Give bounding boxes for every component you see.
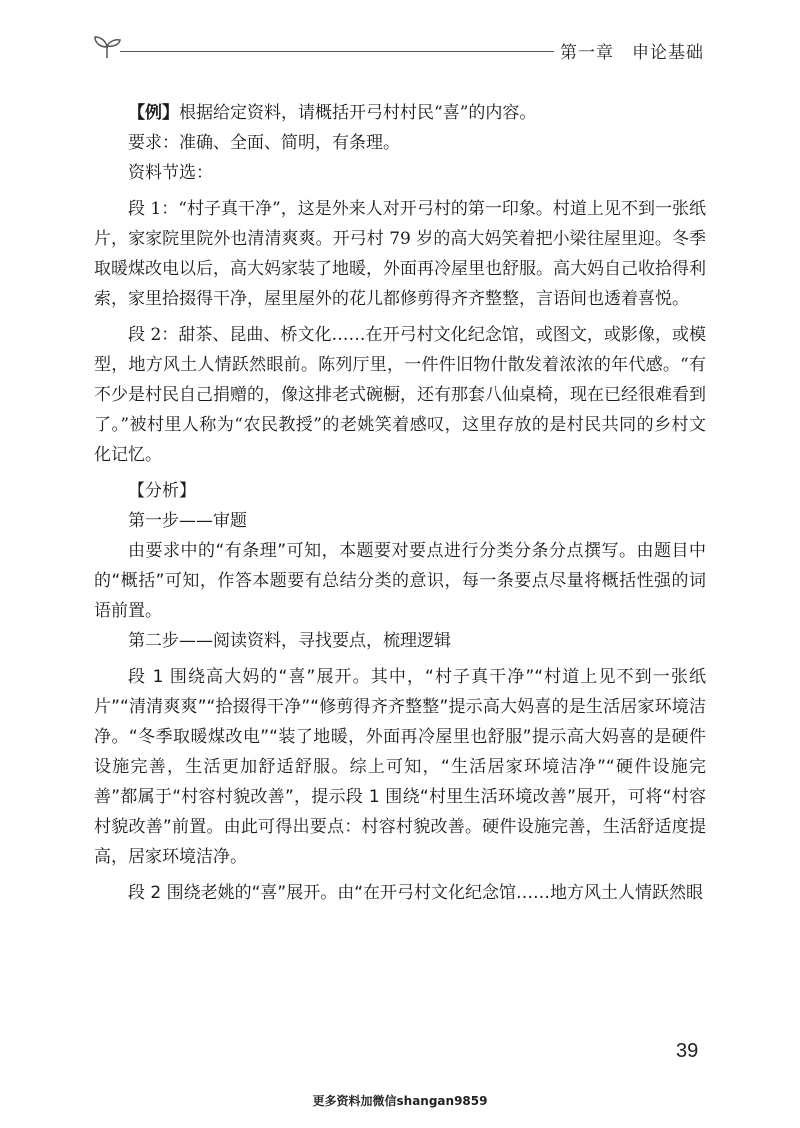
step1-text: 由要求中的“有条理”可知，本题要对要点进行分类分条分点撰写。由题目中的“概括”可知，作答本题要有总结分类的意识，每一条要点尽量将概括性强的词语前置。 (94, 541, 706, 621)
section-label: 申论基础 (632, 43, 704, 63)
example-label: 【例】 (128, 103, 179, 123)
step2-text-2: 段 2 围绕老姚的“喜”展开。由“在开弓村文化纪念馆……地方风土人情跃然眼 (128, 883, 704, 903)
page-body (94, 98, 706, 908)
analysis-label: 【分析】 (128, 481, 196, 501)
header-rule (120, 51, 554, 52)
footer-note: 更多资料加微信shangan9859 (312, 1094, 488, 1108)
materials-label: 资料节选： (128, 163, 213, 183)
example-question (94, 98, 706, 128)
material-paragraph-2: 段 2：甜茶、昆曲、桥文化……在开弓村文化纪念馆，或图文，或影像，或模型，地方风土人情跃然眼前。陈列厅里，一件件旧物什散发着浓浓的年代感。“有不少是村民自己捐赠的，像这排老式碗橱，还有那套八仙桌椅，现在已经很难看到了。”被村里人称为“农民教授”的老姚笑着感叹，这里存放的是村民共同的乡村文化记忆。 (94, 325, 706, 465)
sprout-icon (92, 32, 122, 60)
step2-title: 第二步——阅读资料，寻找要点，梳理逻辑 (128, 631, 451, 651)
step1-title: 第一步——审题 (128, 511, 247, 531)
question-text: 根据给定资料，请概括开弓村村民“喜”的内容。 (179, 103, 537, 123)
material-paragraph-1: 段 1：“村子真干净”，这是外来人对开弓村的第一印象。村道上见不到一张纸片，家家院里院外也清清爽爽。开弓村 79 岁的高大妈笑着把小梁往屋里迎。冬季取暖煤改电以后，高大妈家装了地暖，外面再冷屋里也舒服。高大妈自己收拾得利索，家里拾掇得干净，屋里屋外的花儿都修剪得齐齐整整，言语间也透着喜悦。 (94, 199, 706, 309)
requirement-text: 要求：准确、全面、简明，有条理。 (128, 133, 400, 153)
chapter-label: 第一章 (560, 43, 614, 63)
page-number: 39 (676, 1040, 699, 1062)
page-header (92, 28, 704, 68)
step2-text-1: 段 1 围绕高大妈的“喜”展开。其中，“村子真干净”“村道上见不到一张纸片”“清清爽爽”“拾掇得干净”“修剪得齐齐整整”提示高大妈喜的是生活居家环境洁净。“冬季取暖煤改电”“装了地暖，外面再冷屋里也舒服”提示高大妈喜的是硬件设施完善，生活更加舒适舒服。综上可知，“生活居家环境洁净”“硬件设施完善”都属于“村容村貌改善”，提示段 1 围绕“村里生活环境改善”展开，可将“村容村貌改善”前置。由此可得出要点：村容村貌改善。硬件设施完善，生活舒适度提高，居家环境洁净。 (94, 667, 706, 867)
running-head (560, 38, 704, 63)
